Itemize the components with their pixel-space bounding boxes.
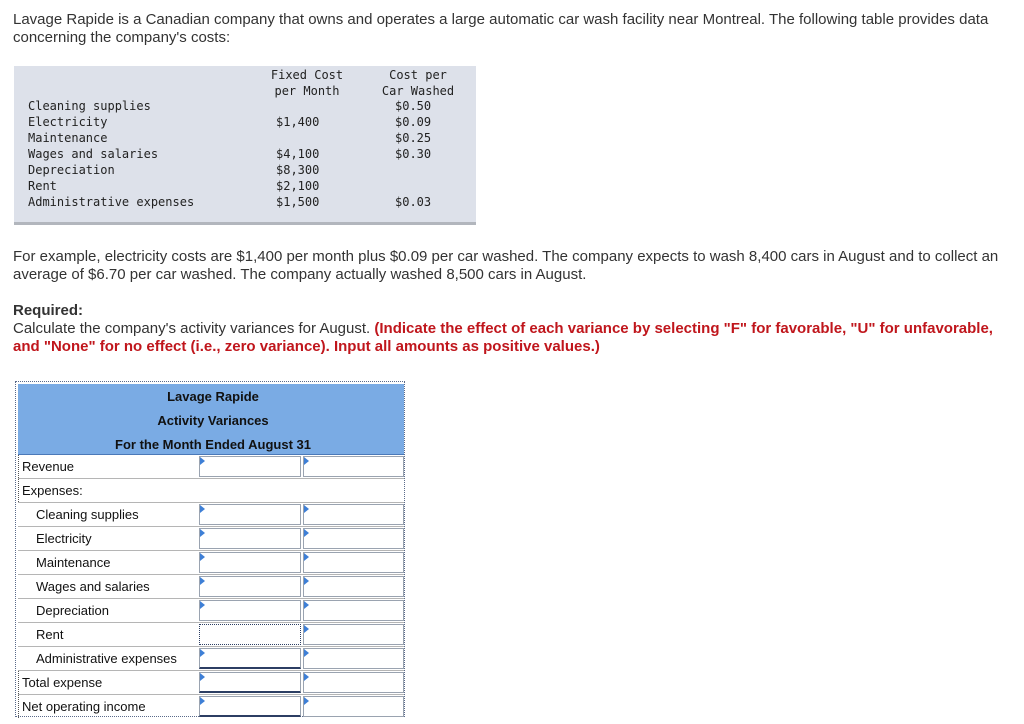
row-total-expense bbox=[18, 671, 404, 695]
required-text: Calculate the company's activity variances for August. bbox=[13, 320, 375, 337]
input-marker-icon bbox=[200, 601, 205, 609]
cost-row-cleaning-supplies bbox=[14, 98, 476, 114]
cost-row-electricity bbox=[14, 114, 476, 130]
row-expenses-heading bbox=[18, 479, 404, 503]
cost-item-name: Wages and salaries bbox=[28, 147, 159, 161]
electricity-amount-cell bbox=[199, 528, 301, 549]
form-report-title: Activity Variances bbox=[157, 413, 269, 428]
cost-row-depreciation bbox=[14, 162, 476, 178]
row-label: Depreciation bbox=[36, 603, 109, 618]
cost-item-variable: $0.30 bbox=[395, 147, 432, 161]
input-marker-icon bbox=[304, 505, 309, 513]
cost-item-fixed: $4,100 bbox=[276, 147, 320, 161]
electricity-effect-select[interactable] bbox=[304, 529, 403, 548]
input-marker-icon bbox=[200, 505, 205, 513]
row-label: Rent bbox=[36, 627, 64, 642]
form-company-name: Lavage Rapide bbox=[167, 389, 259, 404]
admin-effect-select[interactable] bbox=[304, 649, 403, 668]
input-marker-icon bbox=[200, 673, 205, 681]
input-marker-icon bbox=[304, 457, 309, 465]
maintenance-amount-input[interactable] bbox=[200, 553, 300, 572]
cost-item-fixed: $1,500 bbox=[276, 195, 320, 209]
required-instruction: (Indicate the effect of each variance by selecting "F" for favorable, "U" for unfavorable, and "None" for no effect (i.e., zero variance). Input all amounts as positive values.) bbox=[13, 320, 993, 355]
electricity-amount-input[interactable] bbox=[200, 529, 300, 548]
electricity-effect-cell bbox=[303, 528, 404, 549]
form-header bbox=[18, 384, 404, 455]
cost-item-variable: $0.25 bbox=[395, 131, 432, 145]
input-marker-icon bbox=[200, 697, 205, 705]
depreciation-amount-input[interactable] bbox=[200, 601, 300, 620]
row-label: Electricity bbox=[36, 531, 92, 546]
input-marker-icon bbox=[200, 577, 205, 585]
row-label: Revenue bbox=[18, 455, 197, 478]
maintenance-effect-cell bbox=[303, 552, 404, 573]
rent-amount-input[interactable] bbox=[200, 625, 300, 644]
row-label: Administrative expenses bbox=[36, 651, 177, 666]
header-fixed-cost: Fixed Cost per Month bbox=[270, 68, 344, 98]
input-marker-icon bbox=[304, 601, 309, 609]
total-expense-amount-cell bbox=[199, 672, 301, 693]
row-label: Maintenance bbox=[36, 555, 111, 570]
cost-item-name: Rent bbox=[28, 179, 57, 193]
required-title: Required: bbox=[13, 302, 84, 319]
row-label: Net operating income bbox=[18, 695, 197, 718]
row-electricity bbox=[18, 527, 404, 551]
rent-amount-cell bbox=[199, 624, 301, 645]
cost-item-name: Maintenance bbox=[28, 131, 108, 145]
cost-row-rent bbox=[14, 178, 476, 194]
row-label: Expenses: bbox=[18, 479, 197, 502]
maintenance-effect-select[interactable] bbox=[304, 553, 403, 572]
activity-variances-form bbox=[15, 381, 405, 717]
cleaning-supplies-amount-cell bbox=[199, 504, 301, 525]
rent-effect-cell bbox=[303, 624, 404, 645]
required-section bbox=[13, 302, 1003, 356]
input-marker-icon bbox=[200, 457, 205, 465]
cost-item-fixed: $8,300 bbox=[276, 163, 320, 177]
row-label: Cleaning supplies bbox=[36, 507, 139, 522]
net-income-amount-cell bbox=[199, 696, 301, 717]
input-marker-icon bbox=[304, 529, 309, 537]
input-marker-icon bbox=[304, 697, 309, 705]
row-revenue bbox=[18, 455, 404, 479]
input-marker-icon bbox=[304, 553, 309, 561]
cleaning-supplies-amount-input[interactable] bbox=[200, 505, 300, 524]
rent-effect-select[interactable] bbox=[304, 625, 403, 644]
depreciation-effect-cell bbox=[303, 600, 404, 621]
cost-item-variable: $0.03 bbox=[395, 195, 432, 209]
wages-effect-cell bbox=[303, 576, 404, 597]
input-marker-icon bbox=[304, 577, 309, 585]
total-expense-amount-input[interactable] bbox=[200, 673, 300, 691]
cleaning-supplies-effect-select[interactable] bbox=[304, 505, 403, 524]
row-label: Wages and salaries bbox=[36, 579, 150, 594]
input-marker-icon bbox=[304, 625, 309, 633]
input-marker-icon bbox=[304, 649, 309, 657]
admin-amount-input[interactable] bbox=[200, 649, 300, 667]
total-expense-effect-select[interactable] bbox=[304, 673, 403, 692]
maintenance-amount-cell bbox=[199, 552, 301, 573]
row-depreciation bbox=[18, 599, 404, 623]
net-income-effect-select[interactable] bbox=[304, 697, 403, 716]
row-rent bbox=[18, 623, 404, 647]
revenue-amount-cell bbox=[199, 456, 301, 477]
wages-amount-input[interactable] bbox=[200, 577, 300, 596]
cost-row-administrative-expenses bbox=[14, 194, 476, 210]
cost-item-fixed: $1,400 bbox=[276, 115, 320, 129]
revenue-amount-input[interactable] bbox=[200, 457, 300, 476]
net-income-effect-cell bbox=[303, 696, 404, 717]
intro-paragraph: Lavage Rapide is a Canadian company that owns and operates a large automatic car wash facility near Montreal. The following table provides data concerning the company's costs: bbox=[13, 11, 989, 46]
cost-item-name: Administrative expenses bbox=[28, 195, 195, 209]
cost-item-name: Cleaning supplies bbox=[28, 99, 151, 113]
row-maintenance bbox=[18, 551, 404, 575]
admin-amount-cell bbox=[199, 648, 301, 669]
cost-data-table bbox=[14, 66, 476, 225]
admin-effect-cell bbox=[303, 648, 404, 669]
example-paragraph: For example, electricity costs are $1,400 per month plus $0.09 per car washed. The company expects to wash 8,400 cars in August and to collect an average of $6.70 per car washed. The company actually washed 8,500 cars in August. bbox=[13, 248, 999, 283]
header-cost-per-car: Cost per Car Washed bbox=[381, 68, 455, 98]
wages-effect-select[interactable] bbox=[304, 577, 403, 596]
net-income-amount-input[interactable] bbox=[200, 697, 300, 715]
cost-row-wages-and-salaries bbox=[14, 146, 476, 162]
input-marker-icon bbox=[304, 673, 309, 681]
cleaning-supplies-effect-cell bbox=[303, 504, 404, 525]
input-marker-icon bbox=[200, 649, 205, 657]
cost-row-maintenance bbox=[14, 130, 476, 146]
row-net-operating-income bbox=[18, 695, 404, 718]
cost-item-name: Depreciation bbox=[28, 163, 115, 177]
total-expense-effect-cell bbox=[303, 672, 404, 693]
form-period: For the Month Ended August 31 bbox=[115, 437, 311, 452]
cost-item-variable: $0.09 bbox=[395, 115, 432, 129]
input-marker-icon bbox=[200, 529, 205, 537]
row-label: Total expense bbox=[18, 671, 197, 694]
row-cleaning-supplies bbox=[18, 503, 404, 527]
row-wages-and-salaries bbox=[18, 575, 404, 599]
depreciation-effect-select[interactable] bbox=[304, 601, 403, 620]
row-administrative-expenses bbox=[18, 647, 404, 671]
input-marker-icon bbox=[200, 553, 205, 561]
revenue-effect-select[interactable] bbox=[304, 457, 403, 476]
revenue-effect-cell bbox=[303, 456, 404, 477]
depreciation-amount-cell bbox=[199, 600, 301, 621]
cost-item-name: Electricity bbox=[28, 115, 108, 129]
wages-amount-cell bbox=[199, 576, 301, 597]
cost-item-variable: $0.50 bbox=[395, 99, 432, 113]
cost-item-fixed: $2,100 bbox=[276, 179, 320, 193]
